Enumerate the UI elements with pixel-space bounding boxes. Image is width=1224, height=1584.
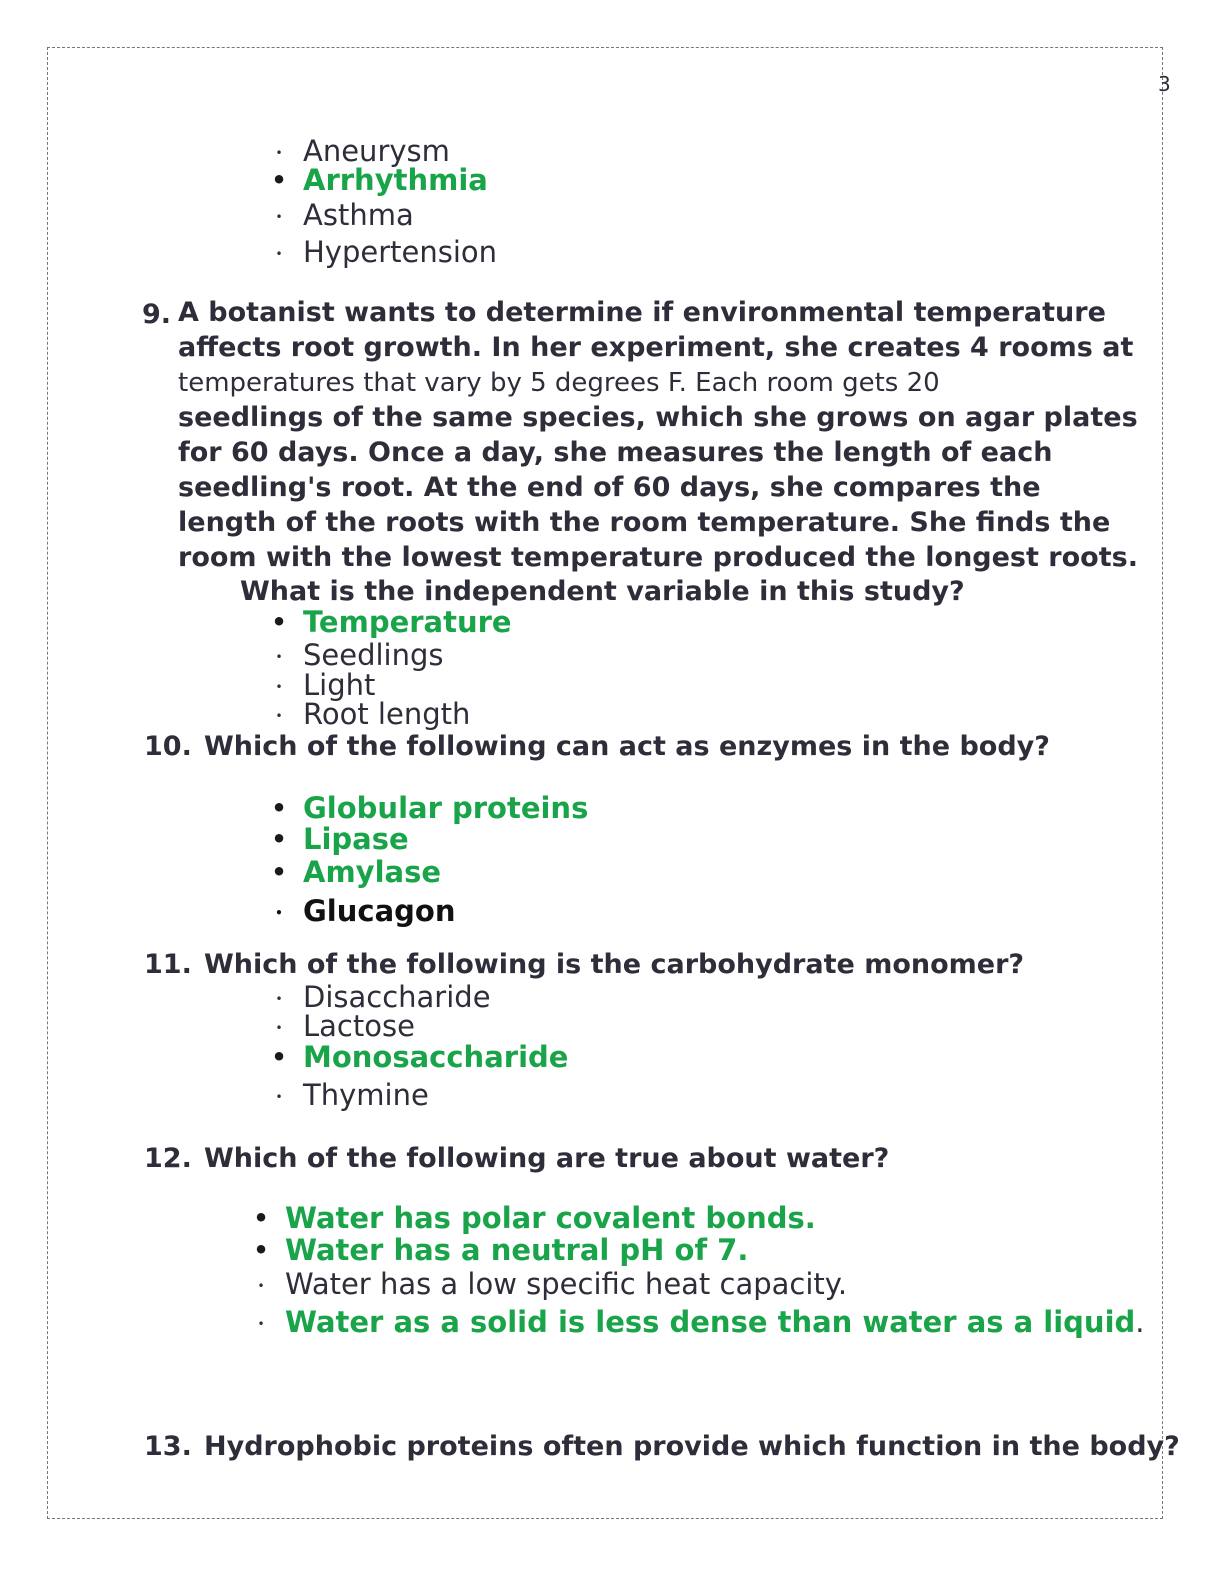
q11-question	[144, 949, 1025, 980]
q9-line: length of the roots with the room temperature. She finds the	[178, 507, 1111, 538]
bullet-icon: •	[275, 146, 283, 160]
q9-question: What is the independent variable in this study?	[240, 576, 965, 607]
q9-line: affects root growth. In her experiment, she creates 4 rooms at	[178, 332, 1134, 363]
bullet-icon: •	[271, 858, 287, 886]
q8-option-asthma: • Asthma	[303, 201, 414, 230]
q13-question	[144, 1431, 1180, 1462]
q11-number: 11.	[144, 949, 192, 980]
bullet-icon: •	[271, 1043, 287, 1071]
q12-text: Which of the following are true about water?	[204, 1143, 890, 1174]
q13-number: 13.	[144, 1431, 192, 1462]
q11-option-disaccharide: • Disaccharide	[303, 983, 491, 1012]
q8-option-arrhythmia: • Arrhythmia	[303, 166, 488, 195]
bullet-icon: •	[275, 247, 283, 261]
q9-option-light: • Light	[303, 671, 375, 700]
q9-line: for 60 days. Once a day, she measures the length of each	[178, 437, 1053, 468]
q9-line: A botanist wants to determine if environmental temperature	[178, 297, 1106, 328]
bullet-icon: •	[275, 992, 283, 1006]
page-number: 3	[1158, 72, 1171, 96]
q9-line: temperatures that vary by 5 degrees F. Each room gets 20	[178, 368, 940, 398]
q11-text: Which of the following is the carbohydrate monomer?	[204, 949, 1025, 980]
q10-number: 10.	[144, 731, 192, 762]
bullet-icon: •	[257, 1317, 265, 1331]
bullet-icon: •	[271, 825, 287, 853]
q9-option-seedlings: • Seedlings	[303, 641, 444, 670]
q12-option-solid-less-dense: • Water as a solid is less dense than water as a liquid.	[285, 1308, 1145, 1337]
bullet-icon: •	[257, 1279, 265, 1293]
q9-number: 9.	[142, 299, 172, 330]
bullet-icon: •	[275, 709, 283, 723]
bullet-icon: •	[275, 680, 283, 694]
q10-option-glucagon: • Glucagon	[303, 897, 455, 926]
q10-text: Which of the following can act as enzymes in the body?	[204, 731, 1050, 762]
q12-option-neutral-ph: • Water has a neutral pH of 7.	[285, 1236, 748, 1265]
q8-option-aneurysm: • Aneurysm	[303, 137, 450, 166]
bullet-icon: •	[275, 210, 283, 224]
q9-line: seedlings of the same species, which she grows on agar plates	[178, 402, 1138, 433]
q12-option-tail: .	[1135, 1305, 1145, 1339]
bullet-icon: •	[271, 166, 287, 194]
q12-number: 12.	[144, 1143, 192, 1174]
q10-option-globular-proteins: • Globular proteins	[303, 794, 588, 823]
q10-option-amylase: • Amylase	[303, 858, 441, 887]
q9-option-root-length: • Root length	[303, 700, 470, 729]
bullet-icon: •	[253, 1204, 269, 1232]
q9-option-temperature: • Temperature	[303, 608, 512, 637]
bullet-icon: •	[275, 1021, 283, 1035]
q8-option-hypertension: • Hypertension	[303, 238, 497, 267]
bullet-icon: •	[271, 608, 287, 636]
q11-option-monosaccharide: • Monosaccharide	[303, 1043, 568, 1072]
bullet-icon: •	[275, 906, 283, 920]
q12-option-polar-covalent: • Water has polar covalent bonds.	[285, 1204, 816, 1233]
bullet-icon: •	[253, 1236, 269, 1264]
q9-line: seedling's root. At the end of 60 days, she compares the	[178, 472, 1041, 503]
q12-option-low-heat-capacity: • Water has a low specific heat capacity.	[285, 1270, 847, 1299]
q11-option-lactose: • Lactose	[303, 1012, 415, 1041]
bullet-icon: •	[275, 1090, 283, 1104]
q10-question	[144, 731, 1050, 762]
q9-line: room with the lowest temperature produced the longest roots.	[178, 542, 1138, 573]
q12-question	[144, 1143, 890, 1174]
bullet-icon: •	[275, 650, 283, 664]
q11-option-thymine: • Thymine	[303, 1081, 429, 1110]
q13-text: Hydrophobic proteins often provide which function in the body?	[204, 1431, 1180, 1462]
q10-option-lipase: • Lipase	[303, 825, 409, 854]
bullet-icon: •	[271, 794, 287, 822]
